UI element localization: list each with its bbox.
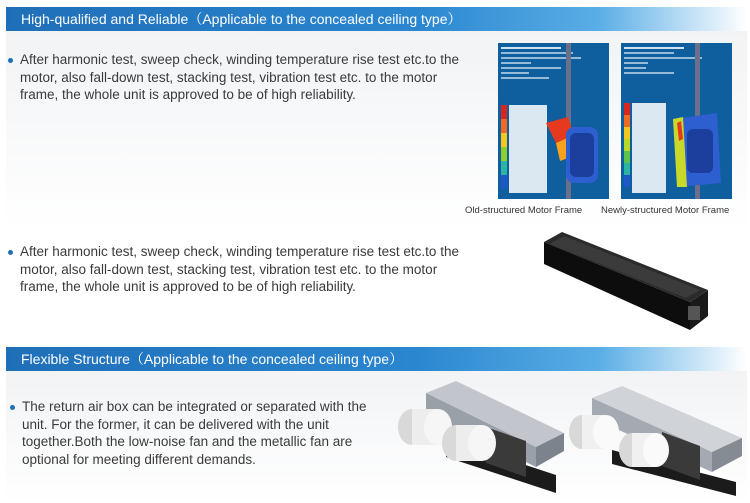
caption-old-frame: Old-structured Motor Frame: [465, 205, 583, 216]
section-title-flexible: Flexible Structure（Applicable to the concealed ceiling type）: [6, 347, 747, 371]
fan-coil-unit-image-integrated: [386, 377, 568, 499]
caption-new-frame: Newly-structured Motor Frame: [601, 205, 730, 216]
bullet-dot-icon: [8, 250, 13, 255]
bullet-dot-icon: [8, 58, 13, 63]
deformation-plot: [498, 43, 609, 199]
bullet-paragraph: [20, 51, 460, 104]
bullet-dot-icon: [10, 405, 15, 410]
bullet-text: After harmonic test, sweep check, winding temperature rise test etc.to the motor, also fall-down test, stacking test, vibration test etc. to the motor frame, the whole unit is approved to be of high reliability.: [20, 244, 459, 294]
fan-coil-unit-image-separated: [566, 382, 746, 498]
new-frame-simulation-image: [621, 43, 732, 199]
stress-plot: [621, 43, 732, 199]
bullet-paragraph: [22, 398, 372, 468]
old-frame-simulation-image: [498, 43, 609, 199]
drain-pan-image: [540, 228, 712, 334]
bullet-text: The return air box can be integrated or separated with the unit. For the former, it can be delivered with the unit together.Both the low-noise fan and the metallic fan are optional for meeting different demands.: [22, 399, 367, 467]
bullet-paragraph: [20, 243, 460, 296]
bullet-text: After harmonic test, sweep check, winding temperature rise test etc.to the motor, also fall-down test, stacking test, vibration test etc. to the motor frame, the whole unit is approved to be of high reliability.: [20, 52, 459, 102]
section-title-reliable: High-qualified and Reliable（Applicable to the concealed ceiling type）: [6, 7, 747, 31]
